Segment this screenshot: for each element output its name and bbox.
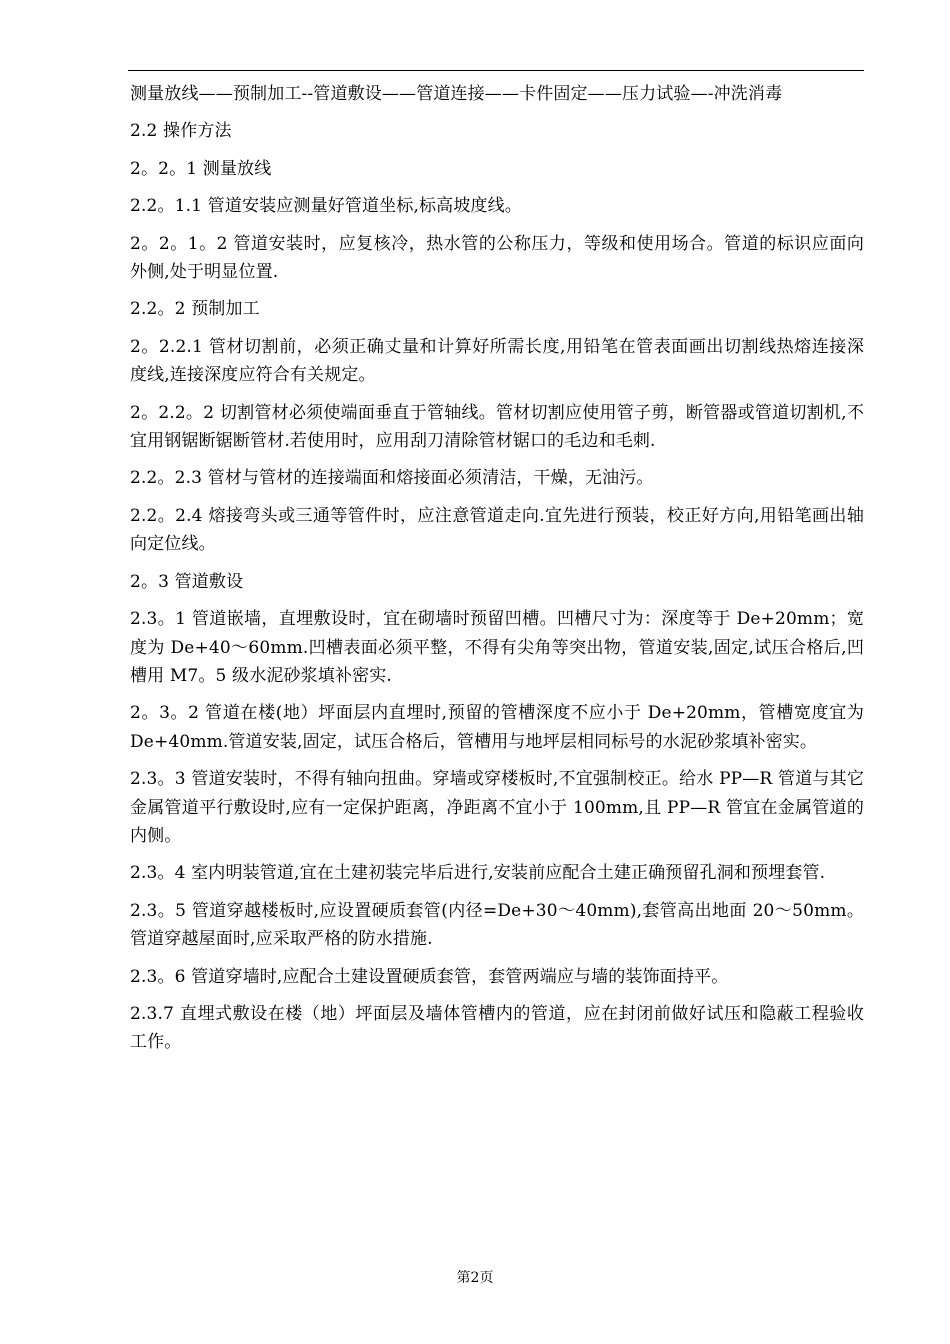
heading-2-3-laying: 2。3 管道敷设 [130,571,244,592]
paragraph-2-3-6: 2.3。6 管道穿墙时,应配合土建设置硬质套管，套管两端应与墙的装饰面持平。 [130,966,729,987]
paragraph-2-3-4: 2.3。4 室内明装管道,宜在土建初装完毕后进行,安装前应配合土建正确预留孔洞和预埋套管. [130,863,826,884]
paragraph-2-2-2-1: 2。2.2.1 管材切割前，必须正确丈量和计算好所需长度,用铅笔在管表面画出切割线热熔连接深度线,连接深度应符合有关规定。 [130,336,864,386]
paragraph-process-flow: 测量放线——预制加工--管道敷设——管道连接——卡件固定——压力试验—-冲洗消毒 [130,84,783,104]
paragraph-2-2-1-2: 2。2。1。2 管道安装时，应复核冷，热水管的公称压力，等级和使用场合。管道的标识应面向外侧,处于明显位置. [130,233,864,283]
paragraph-2-2-2-3: 2.2。2.3 管材与管材的连接端面和熔接面必须清洁，干燥，无油污。 [130,468,654,489]
paragraph-2-3-1: 2.3。1 管道嵌墙，直埋敷设时，宜在砌墙时预留凹槽。凹槽尺寸为：深度等于 De+20mm；宽度为 De+40～60mm.凹槽表面必须平整，不得有尖角等突出物，管道安装,固定,试压合格后,凹槽用 M7。5 级水泥砂浆填补密实. [130,609,864,686]
paragraph-2-2-2-2: 2。2.2。2 切割管材必须使端面垂直于管轴线。管材切割应使用管子剪，断管器或管道切割机,不宜用钢锯断锯断管材.若使用时，应用刮刀清除管材锯口的毛边和毛刺. [130,402,864,452]
paragraph-2-3-5: 2.3。5 管道穿越楼板时,应设置硬质套管(内径=De+30～40mm),套管高出地面 20～50mm。管道穿越屋面时,应采取严格的防水措施. [130,900,864,950]
header-rule [128,70,864,71]
heading-2-2-1-survey: 2。2。1 测量放线 [130,158,272,179]
heading-2-2-2-prefab: 2.2。2 预制加工 [130,299,260,320]
document-body [130,80,864,1066]
paragraph-2-3-7: 2.3.7 直埋式敷设在楼（地）坪面层及墙体管槽内的管道，应在封闭前做好试压和隐蔽工程验收工作。 [130,1003,864,1053]
paragraph-2-3-3: 2.3。3 管道安装时，不得有轴向扭曲。穿墙或穿楼板时,不宜强制校正。给水 PP—R 管道与其它金属管道平行敷设时,应有一定保护距离，净距离不宜小于 100mm,且 PP—R 管宜在金属管道的内侧。 [130,769,864,846]
page-number: 第2页 [456,1270,494,1286]
heading-2-2-operation-method: 2.2 操作方法 [130,121,232,142]
paragraph-2-2-2-4: 2.2。2.4 熔接弯头或三通等管件时，应注意管道走向.宜先进行预装，校正好方向,用铅笔画出轴向定位线。 [130,505,864,555]
paragraph-2-3-2: 2。3。2 管道在楼(地）坪面层内直埋时,预留的管槽深度不应小于 De+20mm，管槽宽度宜为 De+40mm.管道安装,固定，试压合格后，管槽用与地坪层相同标号的水泥砂浆填补密实。 [130,703,864,752]
paragraph-2-2-1-1: 2.2。1.1 管道安装应测量好管道坐标,标高坡度线。 [130,196,522,217]
